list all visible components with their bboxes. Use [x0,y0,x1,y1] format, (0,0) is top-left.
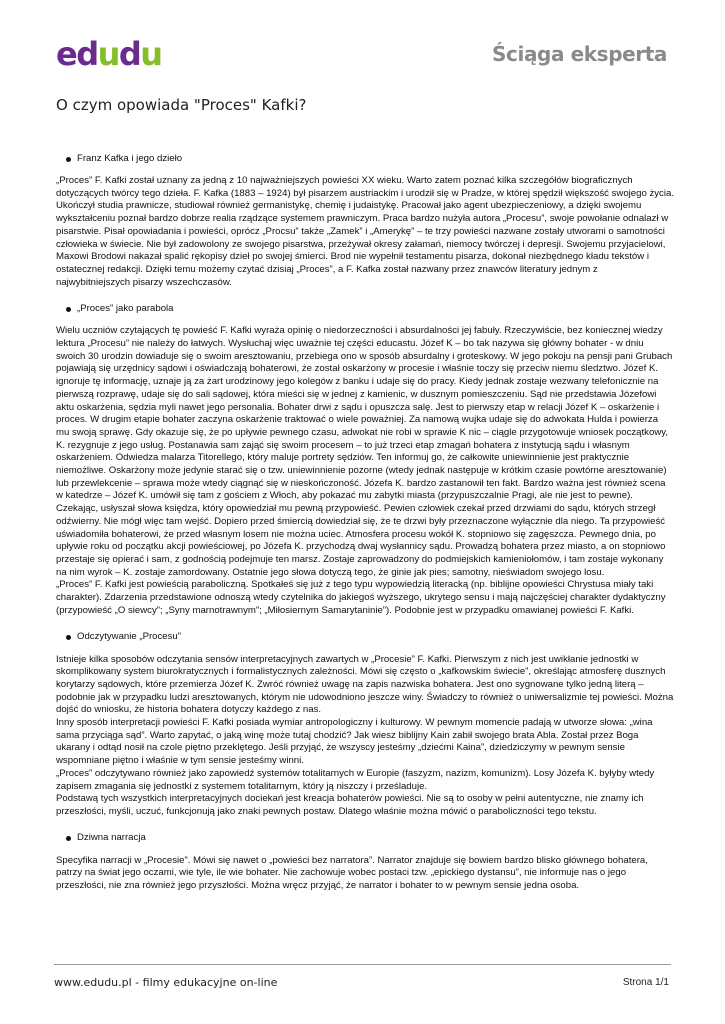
paragraph: Wielu uczniów czytających tę powieść F. Kafki wyraża opinię o niedorzeczności i absurdalności jej fabuły. Rzeczywiście, bez koniecznej wiedzy lektura „Procesu” nie należy do łatwych. Wysłuchaj więc uważnie tej części educastu. Józef K – bo tak nazywa się główny bohater - w dniu swoich 30 urodzin dowiaduje się o swoim aresztowaniu, przebiega ono w sposób absurdalny i groteskowy. W jego pokoju na pensji pani Grubach pojawiają się urzędnicy sądowi i oświadczają bohaterowi, że został oskarżony w procesie i właśnie toczy się przeciw niemu śledztwo. Józef K. ignoruje tę informację, uznaje ją za żart urodzinowy jego kolegów z banku i udaje się do pracy. Kiedy jednak zostaje wezwany telefonicznie na pierwszą rozprawę, udaje się do sali sądowej, która mieści się w jednej z kamienic, w dusznym pomieszczeniu. Sąd nie przedstawia Józefowi aktu oskarżenia, sędzia myli nawet jego personalia. Bohater drwi z sądu i opuszcza salę. Jest to pierwszy etap w relacji Józef K – oskarżenie i proces. W drugim etapie bohater zaczyna oskarżenie traktować o wiele poważniej. Za namową wujka udaje się do adwokata Hulda i powierza mu swoją sprawę. Gdy okazuje się, że po upływie pewnego czasu, adwokat nie robi w sprawie K nic – ciągle przygotowuje wniosek początkowy, K. rezygnuje z jego usług. Postanawia sam zająć się swoim procesem – to już trzeci etap zmagań bohatera z instytucją sądu i własnym oskarżeniem. Odwiedza malarza Titorellego, który maluje portrety sędziów. Ten informuj go, że całkowite uniewinnienie jest praktycznie niemożliwe. Oskarżony może jedynie starać się o tzw. uniewinnienie pozorne (wtedy jednak następuje w krótkim czasie powtórne aresztowanie) lub przewlekcenie – sprawa może wtedy ciągnąć się w nieskończoność. Józefa K. bardzo zastanowił ten fakt. Bardzo ważna jest również scena w katedrze – Józef K. umówił się tam z gościem z Włoch, aby pokazać mu zabytki miasta (przypuszczalnie Pragi, ale nie jest to pewne). Czekając, usłyszał słowa księdza, który opowiedział mu pewną przypowieść. Pewien człowiek czekał przed drzwiami do sądu, których strzegł odźwierny. Nie mógł więc tam wejść. Dopiero przed śmiercią dowiedział się, że te drzwi były przeznaczone wyłącznie dla niego. Ta przypowieść uświadomiła bohaterowi, że przed własnym losem nie można uciec. Atmosfera procesu wokół K. stopniowo się zagęszcza. Pewnego dnia, po upływie roku od początku akcji powieściowej, po Józefa K. przychodzą dwaj wysłannicy sądu. Prowadzą bohatera przez miasto, a on stopniowo przestaje się opierać i sam, z godnością podejmuje ten marsz. Zostaje zaprowadzony do podmiejskich kamieniołomów, i tam zostaje wykonany na nim wyrok – K. zostaje zamordowany. Ostatnie jego słowa dotyczą tego, że ginie jak pies; samotny, nieświadom swojego losu. [56,325,673,578]
header [0,0,725,90]
section-heading-text: Franz Kafka i jego dzieło [77,152,183,164]
bullet-icon [66,635,71,640]
paragraph: Specyfika narracji w „Procesie”. Mówi się nawet o „powieści bez narratora”. Narrator znajduje się bowiem bardzo blisko głównego bohatera, patrzy na świat jego oczami, wie tyle, ile wie bohater. Nie zachowuje wobec postaci tzw. „epickiego dystansu”, nie informuje nas o jego przeszłości, nie zna również jego przyszłości. Można wręcz przyjąć, że narrator i bohater to w pewnym sensie jedna osoba. [56,854,648,892]
bullet-icon [66,836,71,841]
section-kafka [56,152,674,289]
footer-divider [54,964,671,965]
bullet-icon [66,157,71,162]
section-heading [66,631,674,645]
section-heading-text: Odczytywanie „Procesu” [77,631,181,643]
section-heading-text: Dziwna narracja [77,832,146,844]
logo-d2: d [118,36,141,73]
logo-d1: d [76,36,98,73]
section-heading [66,152,674,166]
page-title: O czym opowiada "Proces" Kafki? [56,96,307,114]
section-narration [56,832,674,893]
document-body [56,152,674,906]
logo-e: e [56,36,77,73]
paragraph: „Proces” odczytywano również jako zapowiedź systemów totalitarnych w Europie (faszyzm, nazizm, komunizm). Losy Józefa K. byłyby wtedy zapisem zmagania się jednostki z systemem totalitarnym, który ją niszczy i prześladuje. [56,767,655,792]
paragraph: Podstawą tych wszystkich interpretacyjnych dociekań jest kreacja bohaterów powieści. Nie są to osoby w pełni autentyczne, nie znamy ich przeszłości, myśli, uczuć, funkcjonują jako znaki pewnych postaw. Dlatego właśnie można mówić o paraboliczności tego tekstu. [56,793,644,817]
section-parabola [56,302,674,617]
paragraph: „Proces” F. Kafki jest powieścią paraboliczną. Spotkałeś się już z tego typu wypowiedzią literacką (np. biblijne opowieści Chrystusa miały taki charakter). Zdarzenia przedstawione odnoszą wtedy czytelnika do jakiegoś wyższego, ukrytego sensu i mają najczęściej charakter dydaktyczny (przypowieść „O siewcy”; „Syny marnotrawnym”; „Miłosiernym Samarytaninie”). Podobnie jest w przypadku omawianej powieści F. Kafki. [56,579,666,616]
paragraph: „Proces” F. Kafki został uznany za jedną z 10 najważniejszych powieści XX wieku. Warto zatem poznać kilka szczegółów biograficznych dotyczących twórcy tego dzieła. F. Kafka (1883 – 1924) był pisarzem austriackim i urodził się w Pradze, w której spędził większość swojego życia. Ukończył studia prawnicze, studiował również germanistykę, chemię i judaistykę. Pracował jako agent ubezpieczeniowy, a dzięki swojemu wykształceniu poznał bardzo dobrze realia rządzące systemem prawniczym. Praca bardzo nużyła autora „Procesu”, swoje powołanie odnalazł w pisarstwie. Pisał opowiadania i powieści, oprócz „Procsu” także „Zamek” i „Amerykę” – te trzy powieści nazwane zostały utworami o samotności człowieka w świecie. Nie był zadowolony ze swojego pisarstwa, przeżywał okresy załamań, niemocy twórczej i depresji. Swojemu przyjacielowi, Maxowi Brodowi nakazał spalić rękopisy dzieł po swojej śmierci. Brod nie wypełnił testamentu pisarza, dokonał niezbędnego kładu tekstów i ostatecznej redakcji. Dzięki temu możemy czytać dzisiaj „Proces”, a F. Kafka został nazwany przez znawców literatury jednym z najwybitniejszych pisarzy wszechczasów. [56,175,674,288]
logo-text [56,36,162,73]
section-heading-text: „Proces” jako parabola [77,302,174,314]
logo-u1: u [97,36,119,73]
paragraph: Istnieje kilka sposobów odczytania sensów interpretacyjnych zawartych w „Procesie” F. Kafki. Pierwszym z nich jest uwikłanie jednostki w skomplikowany system biurokratycznych i formalistycznych zależności. Mówi się często o „kafkowskim świecie”, określając atmosferę dusznych korytarzy sądowych, które przemierza Józef K. Zwróć również uwagę na zapis nazwiska bohatera. Jest ono sygnowane tylko jedną literą – podobnie jak w przypadku ludzi aresztowanych, którym nie udowodniono jeszcze winy. Świadczy to również o uniwersalizmie tej powieści. Można dojść do wniosku, że historia bohatera dotyczy każdego z nas. [56,653,674,716]
paragraph: Inny sposób interpretacji powieści F. Kafki posiada wymiar antropologiczny i kulturowy. W pewnym momencie padają w utworze słowa: „wina sama przyciąga sąd”. Warto zapytać, o jaką winę może tutaj chodzić? Jak wiesz biblijny Kain zabił swojego brata Abla. Został przez Boga ukarany i odtąd nosił na czole piętno przeklętego. Jeśli przyjąć, że wszyscy jesteśmy „dziećmi Kaina”, dziedziczymy w pewnym sensie wspomniane piętno i właśnie w tym sensie jesteśmy winni. [56,717,653,767]
section-interpretation [56,631,674,819]
logo-u2: u [140,36,162,73]
bullet-icon [66,307,71,312]
edudu-logo [56,36,174,74]
section-heading [66,832,674,846]
page-number: Strona 1/1 [622,977,669,988]
section-heading [66,302,674,316]
brand-tagline: Ściąga eksperta [492,42,667,66]
footer-site-link[interactable]: www.edudu.pl - filmy edukacyjne on-line [54,976,278,989]
